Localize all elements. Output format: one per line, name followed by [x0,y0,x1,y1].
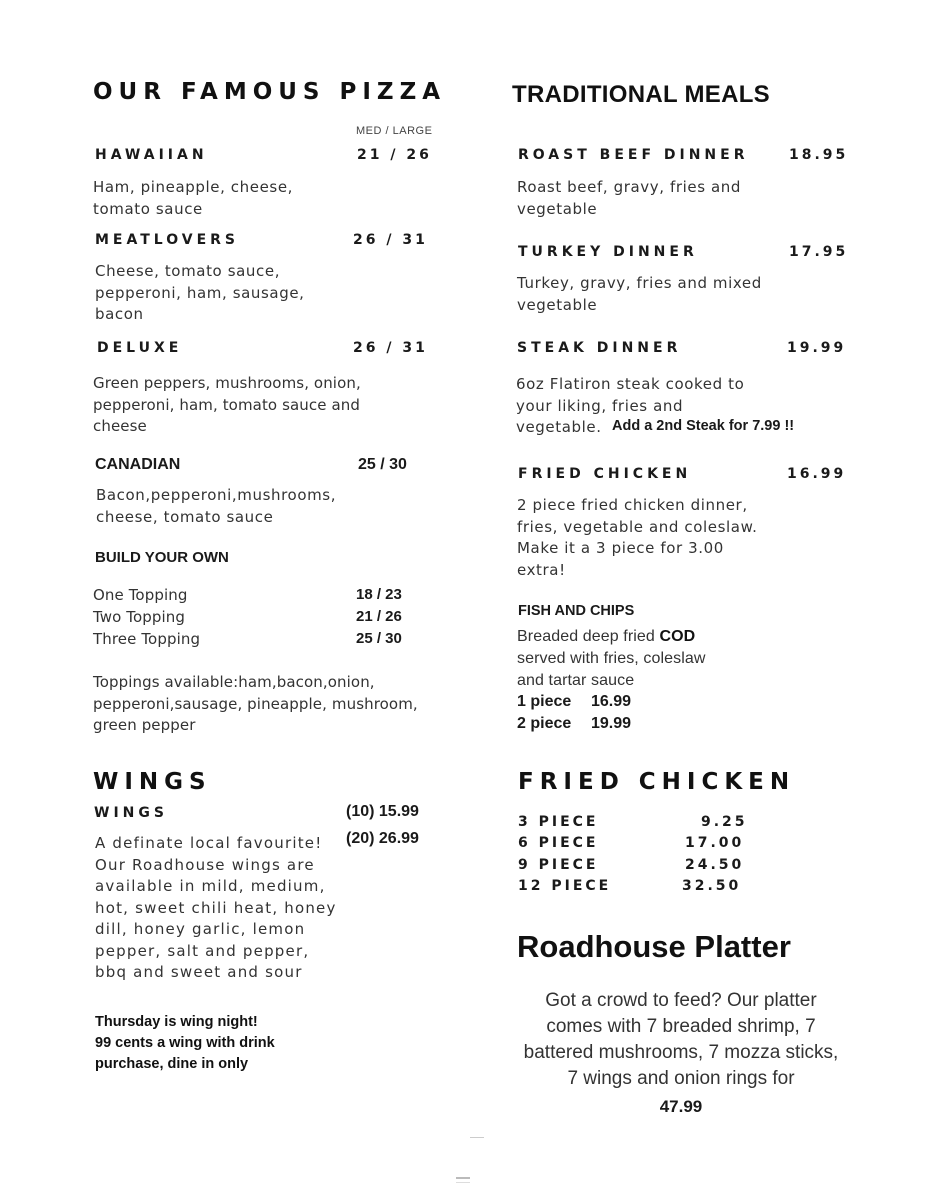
pizza-item-desc: Green peppers, mushrooms, onion, pepperoni, ham, tomato sauce and cheese [93,374,361,435]
meal-item-desc: 2 piece fried chicken dinner, fries, vegetable and coleslaw. Make it a 3 piece for 3.00 extra! [517,496,758,579]
scan-mark [456,1177,470,1179]
topping-option-label: Three Topping [93,630,201,648]
wings-desc: A definate local favourite! Our Roadhouse wings are available in mild, medium, hot, sweet chili heat, honey dill, honey garlic, lemon pepper, salt and pepper, bbq and sweet and sour [95,834,337,981]
topping-option-price: 25 / 30 [356,630,402,647]
pizza-section-title: OUR FAMOUS PIZZA [93,79,447,105]
fish-2-piece-price: 19.99 [591,715,632,732]
meal-item-desc: 6oz Flatiron steak cooked to your liking, fries and vegetable. [516,375,745,436]
steak-addon-note: Add a 2nd Steak for 7.99 !! [612,418,795,434]
pizza-item-price: 25 / 30 [358,456,407,473]
pizza-item-name: MEATLOVERS [95,232,240,248]
platter-desc: Got a crowd to feed? Our platter comes with 7 breaded shrimp, 7 battered mushrooms, 7 mozza sticks, 7 wings and onion rings for [523,990,839,1089]
pizza-item-desc: Bacon,pepperoni,mushrooms, cheese, tomato sauce [96,486,337,526]
wings-section-title: WINGS [93,769,212,795]
fried-chicken-section-title: FRIED CHICKEN [518,769,796,795]
pizza-item-price: 26 / 31 [353,232,428,248]
pizza-item-price: 26 / 31 [353,340,428,356]
fried-chicken-size: 9 PIECE [518,857,599,873]
meal-item-price: 18.95 [789,147,849,163]
scan-mark [456,1182,470,1183]
topping-option-price: 21 / 26 [356,608,402,625]
meal-item-desc: Roast beef, gravy, fries and vegetable [517,178,741,218]
fried-chicken-price: 32.50 [682,878,742,894]
pizza-item-price: 21 / 26 [357,147,432,163]
topping-option-label: One Topping [93,586,188,604]
toppings-available-text: Toppings available:ham,bacon,onion, pepperoni,sausage, pineapple, mushroom, green pepper [93,673,418,734]
fried-chicken-size: 6 PIECE [518,835,599,851]
fish-2-piece-label: 2 piece [517,715,572,732]
wings-price-10: (10) 15.99 [346,803,419,820]
fish-1-piece-label: 1 piece [517,693,572,710]
meal-item-name: FRIED CHICKEN [518,466,692,482]
meal-item-desc: Turkey, gravy, fries and mixed vegetable [517,274,762,314]
fried-chicken-price: 24.50 [685,857,745,873]
meal-item-name: STEAK DINNER [517,340,682,356]
fish-desc-prefix: Breaded deep fried [517,628,660,645]
wings-price-20: (20) 26.99 [346,830,419,847]
meal-item-price: 17.95 [789,244,849,260]
fish-desc-rest: served with fries, coleslaw and tartar sauce [517,650,706,689]
wing-night-note: Thursday is wing night! 99 cents a wing with drink purchase, dine in only [95,1014,275,1072]
pizza-item-desc: Ham, pineapple, cheese, tomato sauce [93,178,294,218]
fried-chicken-size: 3 PIECE [518,814,599,830]
topping-option-label: Two Topping [93,608,186,626]
meal-item-name: TURKEY DINNER [518,244,698,260]
platter-title: Roadhouse Platter [517,929,791,964]
meal-item-price: 19.99 [787,340,847,356]
fish-desc-cod: COD [659,628,696,645]
wings-item-name: WINGS [94,805,168,821]
pizza-item-name: HAWAIIAN [95,147,208,163]
fried-chicken-price: 9.25 [701,814,748,830]
fish-desc [517,626,695,648]
pizza-item-name: CANADIAN [95,456,181,473]
meal-item-price: 16.99 [787,466,847,482]
pizza-size-header: MED / LARGE [356,125,433,137]
topping-option-price: 18 / 23 [356,586,402,603]
fried-chicken-price: 17.00 [685,835,745,851]
pizza-item-desc: Cheese, tomato sauce, pepperoni, ham, sausage, bacon [95,262,305,323]
meals-section-title: TRADITIONAL MEALS [512,81,770,108]
scan-mark [470,1137,484,1138]
platter-price: 47.99 [659,1097,703,1116]
meal-item-name: ROAST BEEF DINNER [518,147,749,163]
fried-chicken-size: 12 PIECE [518,878,612,894]
pizza-item-name: DELUXE [97,340,183,356]
build-your-own-title: BUILD YOUR OWN [95,549,229,566]
fish-item-name: FISH AND CHIPS [518,603,635,619]
fish-1-piece-price: 16.99 [591,693,632,710]
